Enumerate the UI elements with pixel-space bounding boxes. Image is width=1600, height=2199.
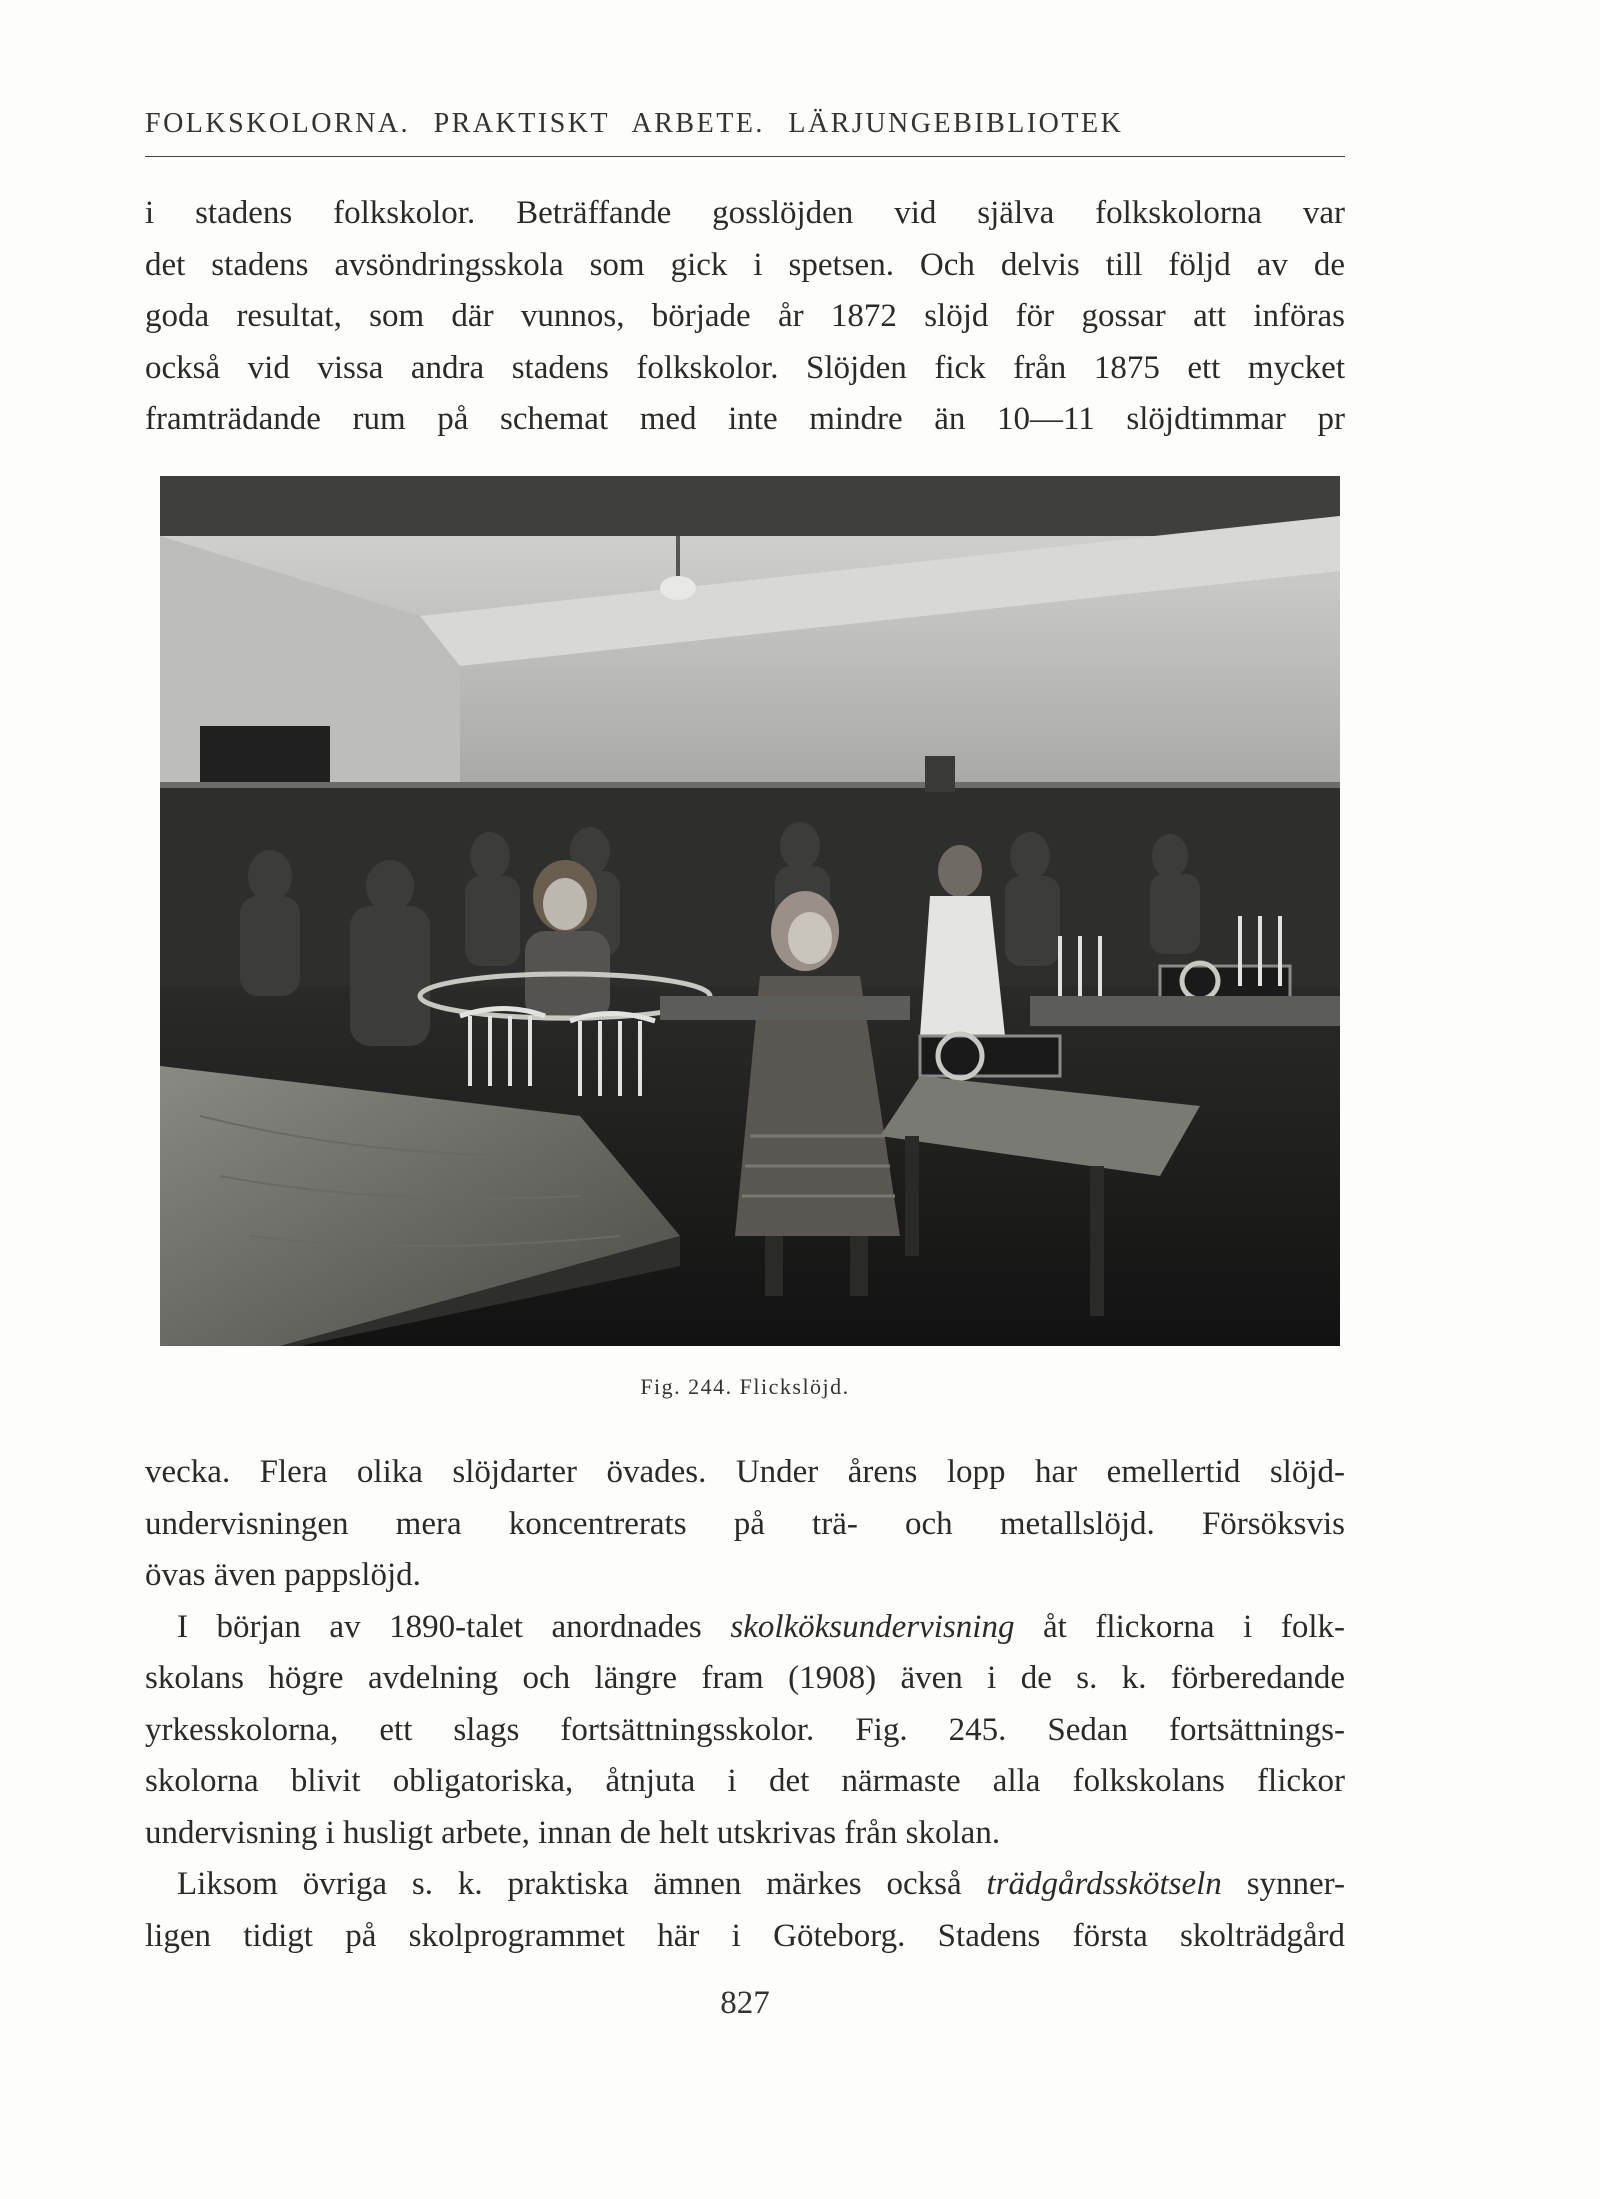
text-run: synner- — [1221, 1866, 1345, 1902]
text-line: övas även pappslöjd. — [145, 1557, 421, 1593]
paragraph-1 — [145, 188, 1345, 446]
classroom-photo-illustration — [160, 476, 1340, 1346]
text-run: Liksom övriga s. k. praktiska ämnen märkes också — [177, 1866, 987, 1902]
text-line: undervisningen mera koncentrerats på trä- och metallslöjd. Försöksvis — [145, 1505, 1345, 1542]
text-line: yrkesskolorna, ett slags fortsättningsskolor. Fig. 245. Sedan fortsättnings- — [145, 1711, 1345, 1748]
text-run: åt flickorna i folk- — [1014, 1608, 1345, 1645]
figure-photograph — [160, 476, 1340, 1346]
text-run: I början av 1890-talet anordnades — [177, 1608, 731, 1645]
text-line: skolorna blivit obligatoriska, åtnjuta i det närmaste alla folkskolans flickor — [145, 1763, 1345, 1799]
header-rule — [145, 156, 1345, 157]
text-line: undervisning i husligt arbete, innan de helt utskrivas från skolan. — [145, 1814, 1001, 1851]
text-line — [145, 1859, 1345, 1911]
running-head: FOLKSKOLORNA. PRAKTISKT ARBETE. LÄRJUNGEBIBLIOTEK — [145, 108, 1124, 139]
text-line: framträdande rum på schemat med inte mindre än 10—11 slöjdtimmar pr — [145, 401, 1345, 437]
text-line: ligen tidigt på skolprogrammet här i Göteborg. Stadens första skolträdgård — [145, 1917, 1345, 1954]
text-line: vecka. Flera olika slöjdarter övades. Under årens lopp har emellertid slöjd- — [145, 1454, 1345, 1490]
paragraph-2 — [145, 1447, 1345, 1962]
text-line: goda resultat, som där vunnos, började år 1872 slöjd för gossar att införas — [145, 298, 1345, 334]
text-line: också vid vissa andra stadens folkskolor. Slöjden fick från 1875 ett mycket — [145, 349, 1345, 386]
emphasized-term: skolköksundervisning — [730, 1608, 1015, 1645]
text-line: skolans högre avdelning och längre fram (1908) även i de s. k. förberedande — [145, 1660, 1345, 1696]
text-line — [145, 1602, 1345, 1654]
page-number: 827 — [720, 1985, 770, 2021]
text-line: i stadens folkskolor. Beträffande gosslöjden vid själva folkskolorna var — [145, 195, 1345, 231]
text-line: det stadens avsöndringsskola som gick i spetsen. Och delvis till följd av de — [145, 246, 1345, 283]
emphasized-term: trädgårdsskötseln — [986, 1866, 1222, 1902]
figure-caption: Fig. 244. Flickslöjd. — [640, 1374, 850, 1399]
